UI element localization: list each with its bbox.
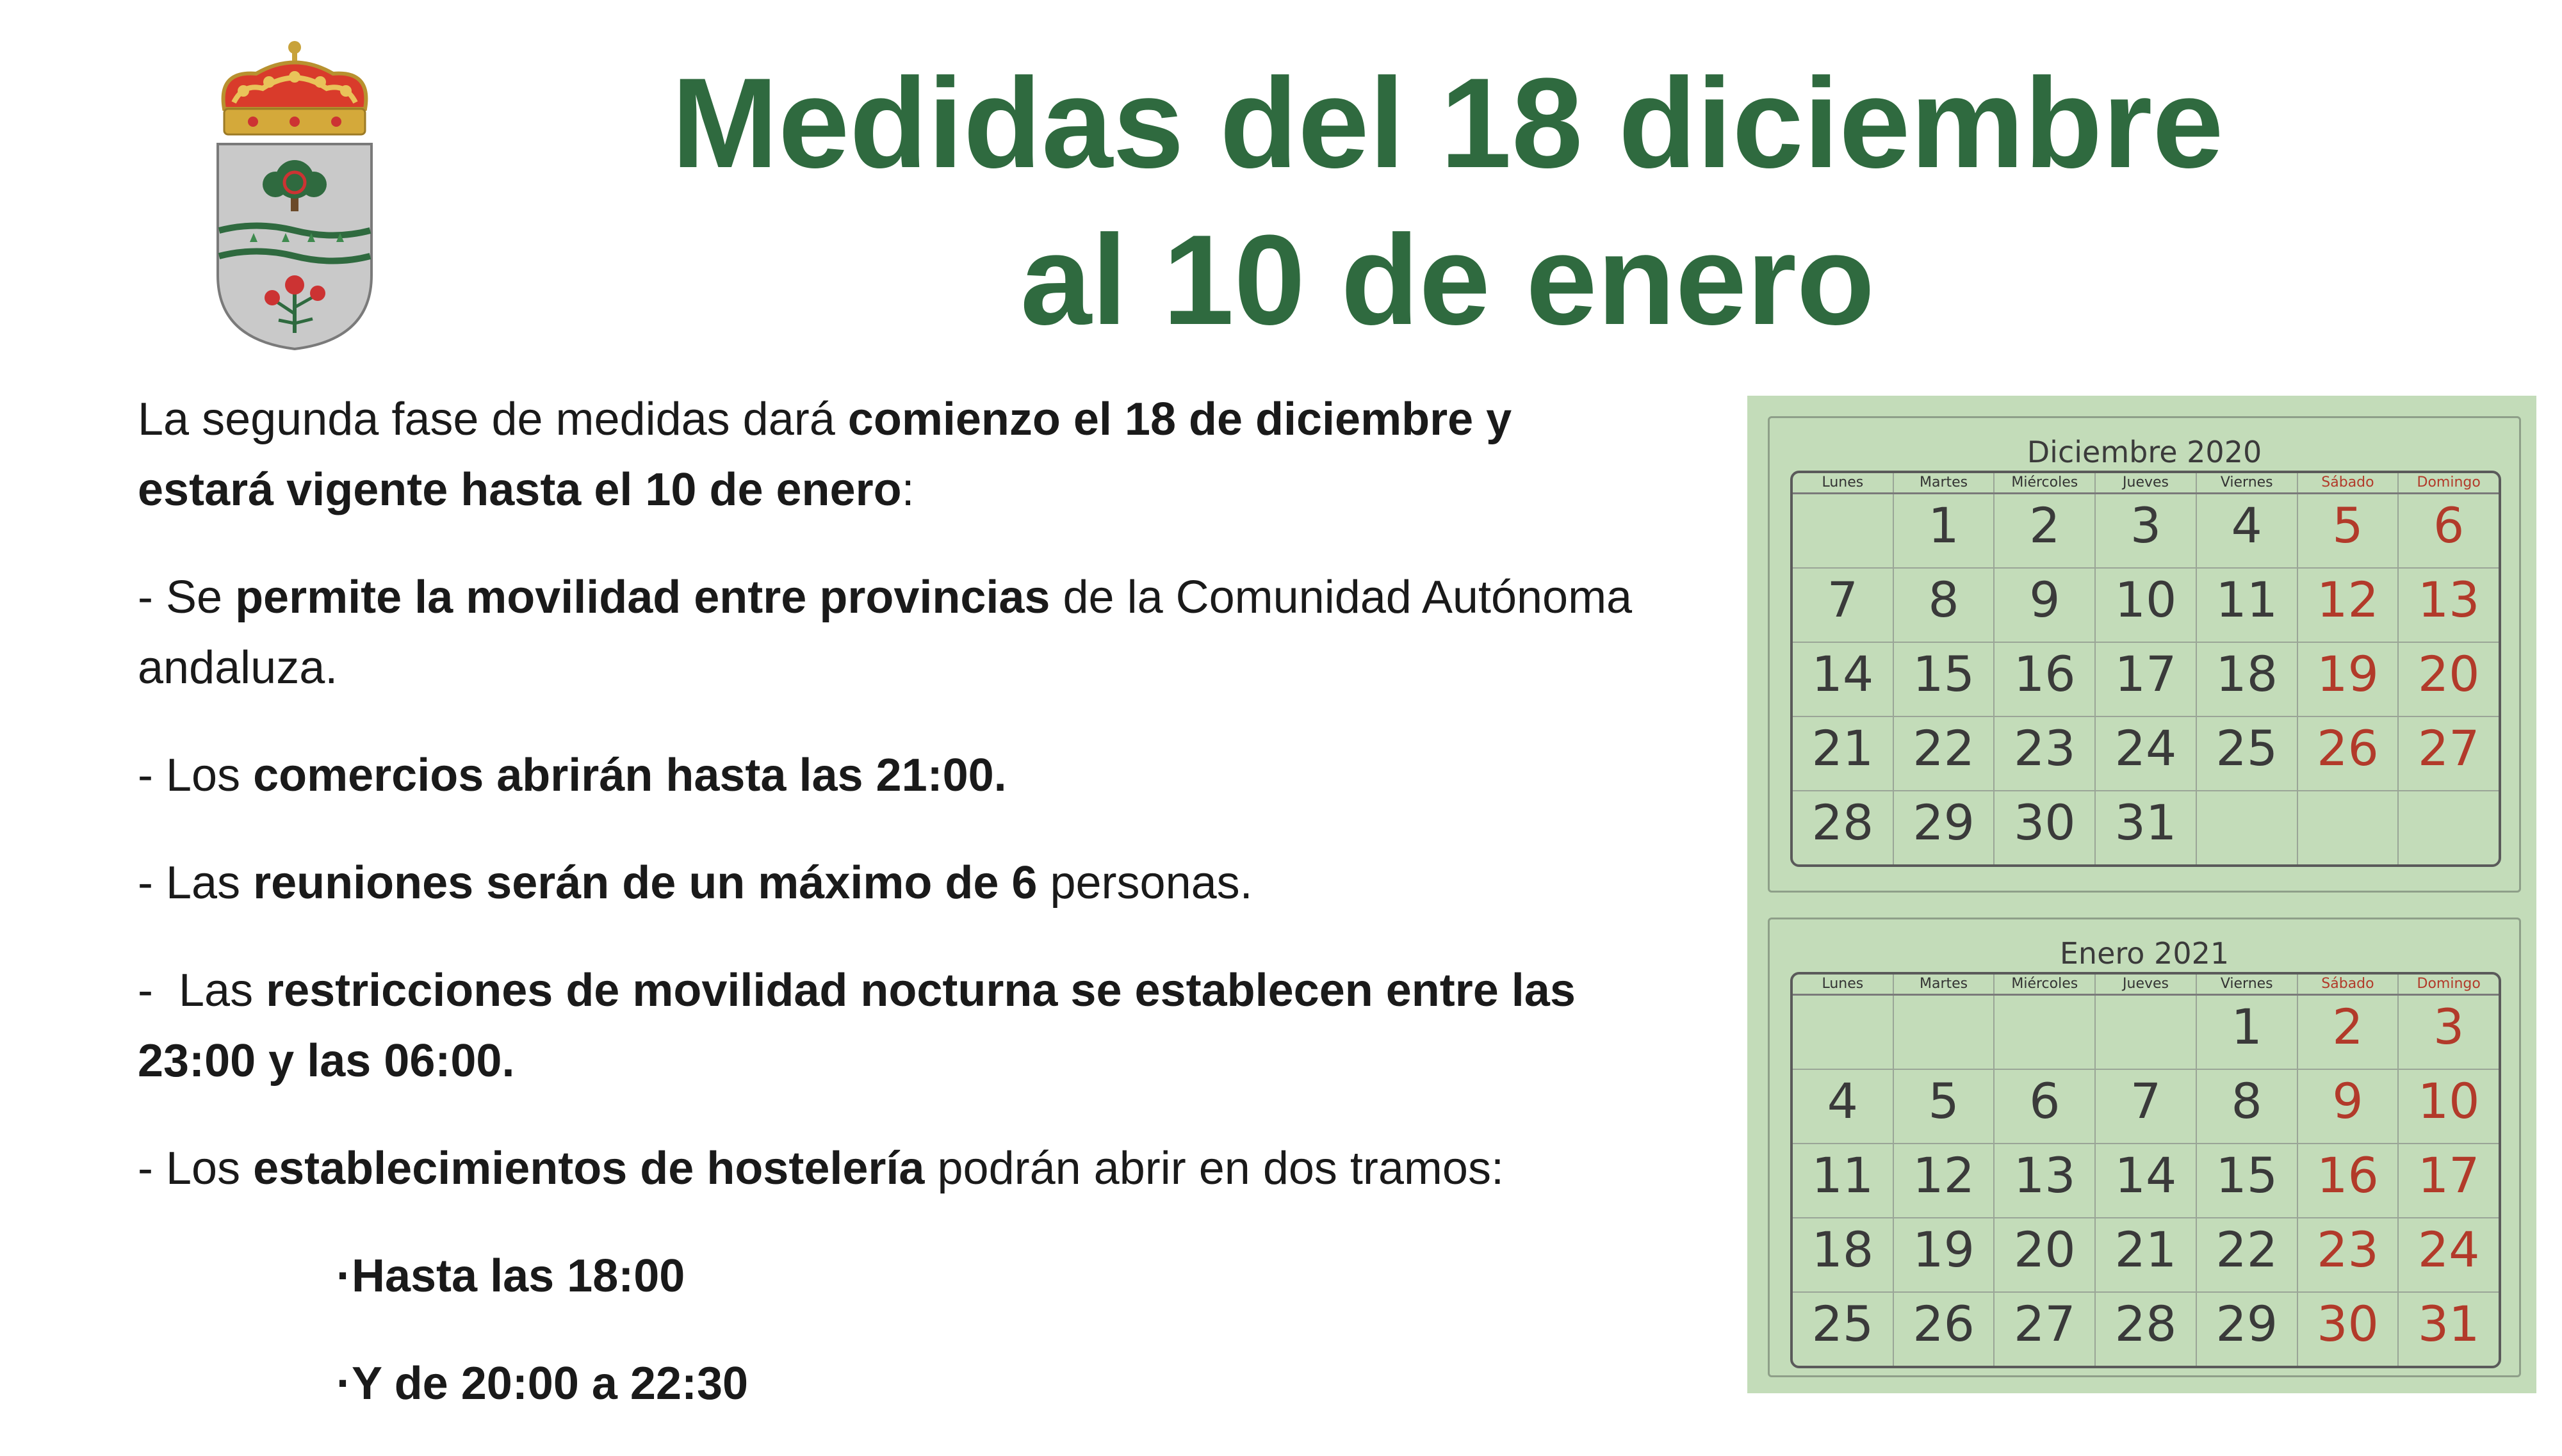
- calendar-week-row: [1793, 791, 2499, 864]
- calendar-day: 24: [2417, 1221, 2480, 1278]
- calendar-day: 16: [1995, 643, 2096, 716]
- intro-bold: comienzo el 18 de diciembre y estará vigente hasta el 10 de enero: [138, 394, 1512, 515]
- calendar-day: 7: [2096, 1070, 2197, 1143]
- hosteleria-suffix: podrán abrir en dos tramos:: [924, 1143, 1504, 1194]
- calendar-day: 6: [1995, 1070, 2096, 1143]
- weekday-header: Sábado: [2298, 975, 2399, 994]
- calendar-week-row: [1793, 569, 2499, 643]
- calendar-day: 1: [2197, 996, 2298, 1069]
- calendar-day: 13: [2417, 571, 2480, 628]
- calendar-day: 19: [1894, 1218, 1995, 1291]
- tramo-2: ·Y de 20:00 a 22:30: [336, 1358, 749, 1409]
- calendar-day: 23: [2298, 1218, 2399, 1291]
- movilidad-bold: permite la movilidad entre provincias: [235, 572, 1050, 623]
- calendar-title: Enero 2021: [2059, 936, 2230, 971]
- calendar-day: 14: [1793, 643, 1894, 716]
- calendar-day: 21: [2096, 1218, 2197, 1291]
- calendar-day: 14: [2096, 1144, 2197, 1217]
- weekday-header: Martes: [1894, 975, 1995, 994]
- comercios-prefix: - Los: [138, 750, 254, 801]
- calendar-day: [2197, 791, 2298, 864]
- calendar-day: [2096, 996, 2197, 1069]
- reuniones-prefix: - Las: [138, 857, 254, 909]
- calendar-day: 7: [1793, 569, 1894, 642]
- calendar-week-row: [1793, 494, 2499, 569]
- weekday-header: Miércoles: [1995, 473, 2096, 492]
- hosteleria-prefix: - Los: [138, 1143, 254, 1194]
- calendar-january-2021: [1768, 918, 2521, 1377]
- calendar-day: 22: [1894, 717, 1995, 790]
- weekday-header-row: [1793, 975, 2499, 996]
- calendar-week-row: [1793, 996, 2499, 1070]
- calendar-day: 26: [1894, 1293, 1995, 1366]
- calendar-day: 13: [1995, 1144, 2096, 1217]
- calendar-december-2020: [1768, 416, 2521, 893]
- calendar-day: 8: [2197, 1070, 2298, 1143]
- page-title: [615, 45, 2280, 359]
- calendar-day: 5: [2298, 494, 2399, 567]
- measures-text: [138, 384, 1643, 1456]
- calendar-day: 25: [1793, 1293, 1894, 1366]
- calendar-day: 18: [2197, 643, 2298, 716]
- intro-paragraph: [138, 384, 1643, 525]
- weekday-header: Lunes: [1793, 473, 1894, 492]
- weekday-header: Domingo: [2417, 474, 2481, 490]
- calendar-day: 12: [1894, 1144, 1995, 1217]
- calendar-day: 5: [1894, 1070, 1995, 1143]
- weekday-header: Jueves: [2096, 473, 2197, 492]
- calendar-day: [2399, 791, 2499, 864]
- reuniones-paragraph: [138, 848, 1643, 918]
- calendar-day: 18: [1793, 1218, 1894, 1291]
- calendar-day: [2298, 791, 2399, 864]
- calendar-day: 4: [2197, 494, 2298, 567]
- calendar-title: Diciembre 2020: [2027, 435, 2262, 469]
- calendar-day: 9: [2298, 1070, 2399, 1143]
- calendar-day: 3: [2433, 998, 2465, 1055]
- weekday-header-row: [1793, 473, 2499, 494]
- tramo-1: ·Hasta las 18:00: [336, 1250, 685, 1302]
- calendar-day: 9: [1995, 569, 2096, 642]
- movilidad-prefix: - Se: [138, 572, 236, 623]
- calendar-day: [1894, 996, 1995, 1069]
- weekday-header: Miércoles: [1995, 975, 2096, 994]
- weekday-header: Viernes: [2197, 975, 2298, 994]
- municipal-coat-of-arms: [205, 38, 384, 352]
- nocturna-bold: restricciones de movilidad nocturna se establecen entre las 23:00 y las 06:00.: [138, 965, 1588, 1087]
- calendar-day: 10: [2096, 569, 2197, 642]
- intro-text: La segunda fase de medidas dará: [138, 394, 848, 445]
- calendar-day: 20: [1995, 1218, 2096, 1291]
- calendar-day: 27: [2417, 720, 2480, 777]
- calendar-day: 29: [1894, 791, 1995, 864]
- calendar-day: 8: [1894, 569, 1995, 642]
- weekday-header: Jueves: [2096, 975, 2197, 994]
- title-line-2: al 10 de enero: [1020, 209, 1875, 352]
- calendar-day: 20: [2417, 645, 2480, 702]
- weekday-header: Martes: [1894, 473, 1995, 492]
- calendar-day: 3: [2096, 494, 2197, 567]
- calendar-day: 6: [2433, 497, 2465, 554]
- calendar-week-row: [1793, 717, 2499, 791]
- calendar-day: 11: [2197, 569, 2298, 642]
- calendar-day: 31: [2096, 791, 2197, 864]
- calendar-day: 28: [2096, 1293, 2197, 1366]
- weekday-header: Domingo: [2417, 976, 2481, 992]
- calendar-day: 22: [2197, 1218, 2298, 1291]
- calendar-day: 17: [2096, 643, 2197, 716]
- calendar-day: 2: [2298, 996, 2399, 1069]
- calendar-day: 12: [2298, 569, 2399, 642]
- calendar-day: 17: [2417, 1147, 2480, 1204]
- calendar-day: [1793, 996, 1894, 1069]
- title-line-1: Medidas del 18 diciembre: [671, 52, 2224, 195]
- nocturna-prefix: - Las: [138, 965, 266, 1016]
- calendar-day: 30: [1995, 791, 2096, 864]
- movilidad-suffix: de la Comunidad Autónoma andaluza.: [138, 572, 1633, 693]
- reuniones-suffix: personas.: [1037, 857, 1253, 909]
- calendar-week-row: [1793, 1144, 2499, 1218]
- weekday-header: Viernes: [2197, 473, 2298, 492]
- calendar-day: 2: [1995, 494, 2096, 567]
- calendar-day: 28: [1793, 791, 1894, 864]
- calendar-day: [1793, 494, 1894, 567]
- calendar-day: 16: [2298, 1144, 2399, 1217]
- calendar-day: 23: [1995, 717, 2096, 790]
- calendar-week-row: [1793, 1218, 2499, 1293]
- calendar-day: 30: [2298, 1293, 2399, 1366]
- weekday-header: Lunes: [1793, 975, 1894, 994]
- calendar-week-row: [1793, 1293, 2499, 1366]
- calendars-panel: [1747, 396, 2536, 1393]
- crown-icon: [224, 41, 366, 134]
- calendar-day: 15: [1894, 643, 1995, 716]
- calendar-week-row: [1793, 1070, 2499, 1144]
- calendar-day: 25: [2197, 717, 2298, 790]
- calendar-day: 29: [2197, 1293, 2298, 1366]
- calendar-day: 4: [1793, 1070, 1894, 1143]
- calendar-day: 1: [1894, 494, 1995, 567]
- calendar-day: 10: [2417, 1072, 2480, 1129]
- weekday-header: Sábado: [2298, 473, 2399, 492]
- calendar-day: 24: [2096, 717, 2197, 790]
- calendar-day: 31: [2417, 1295, 2480, 1352]
- calendar-day: [1995, 996, 2096, 1069]
- movilidad-paragraph: [138, 562, 1643, 703]
- calendar-grid: [1790, 972, 2501, 1368]
- calendar-day: 15: [2197, 1144, 2298, 1217]
- calendar-week-row: [1793, 643, 2499, 717]
- calendar-day: 21: [1793, 717, 1894, 790]
- comercios-paragraph: [138, 740, 1643, 811]
- calendar-day: 11: [1793, 1144, 1894, 1217]
- calendar-day: 26: [2298, 717, 2399, 790]
- reuniones-bold: reuniones serán de un máximo de 6: [253, 857, 1038, 909]
- nocturna-paragraph: [138, 955, 1643, 1096]
- comercios-bold: comercios abrirán hasta las 21:00.: [253, 750, 1007, 801]
- hosteleria-paragraph: [138, 1133, 1643, 1204]
- hosteleria-bold: establecimientos de hostelería: [253, 1143, 925, 1194]
- intro-colon: :: [901, 464, 915, 515]
- calendar-grid: [1790, 471, 2501, 867]
- calendar-day: 19: [2298, 643, 2399, 716]
- calendar-day: 27: [1995, 1293, 2096, 1366]
